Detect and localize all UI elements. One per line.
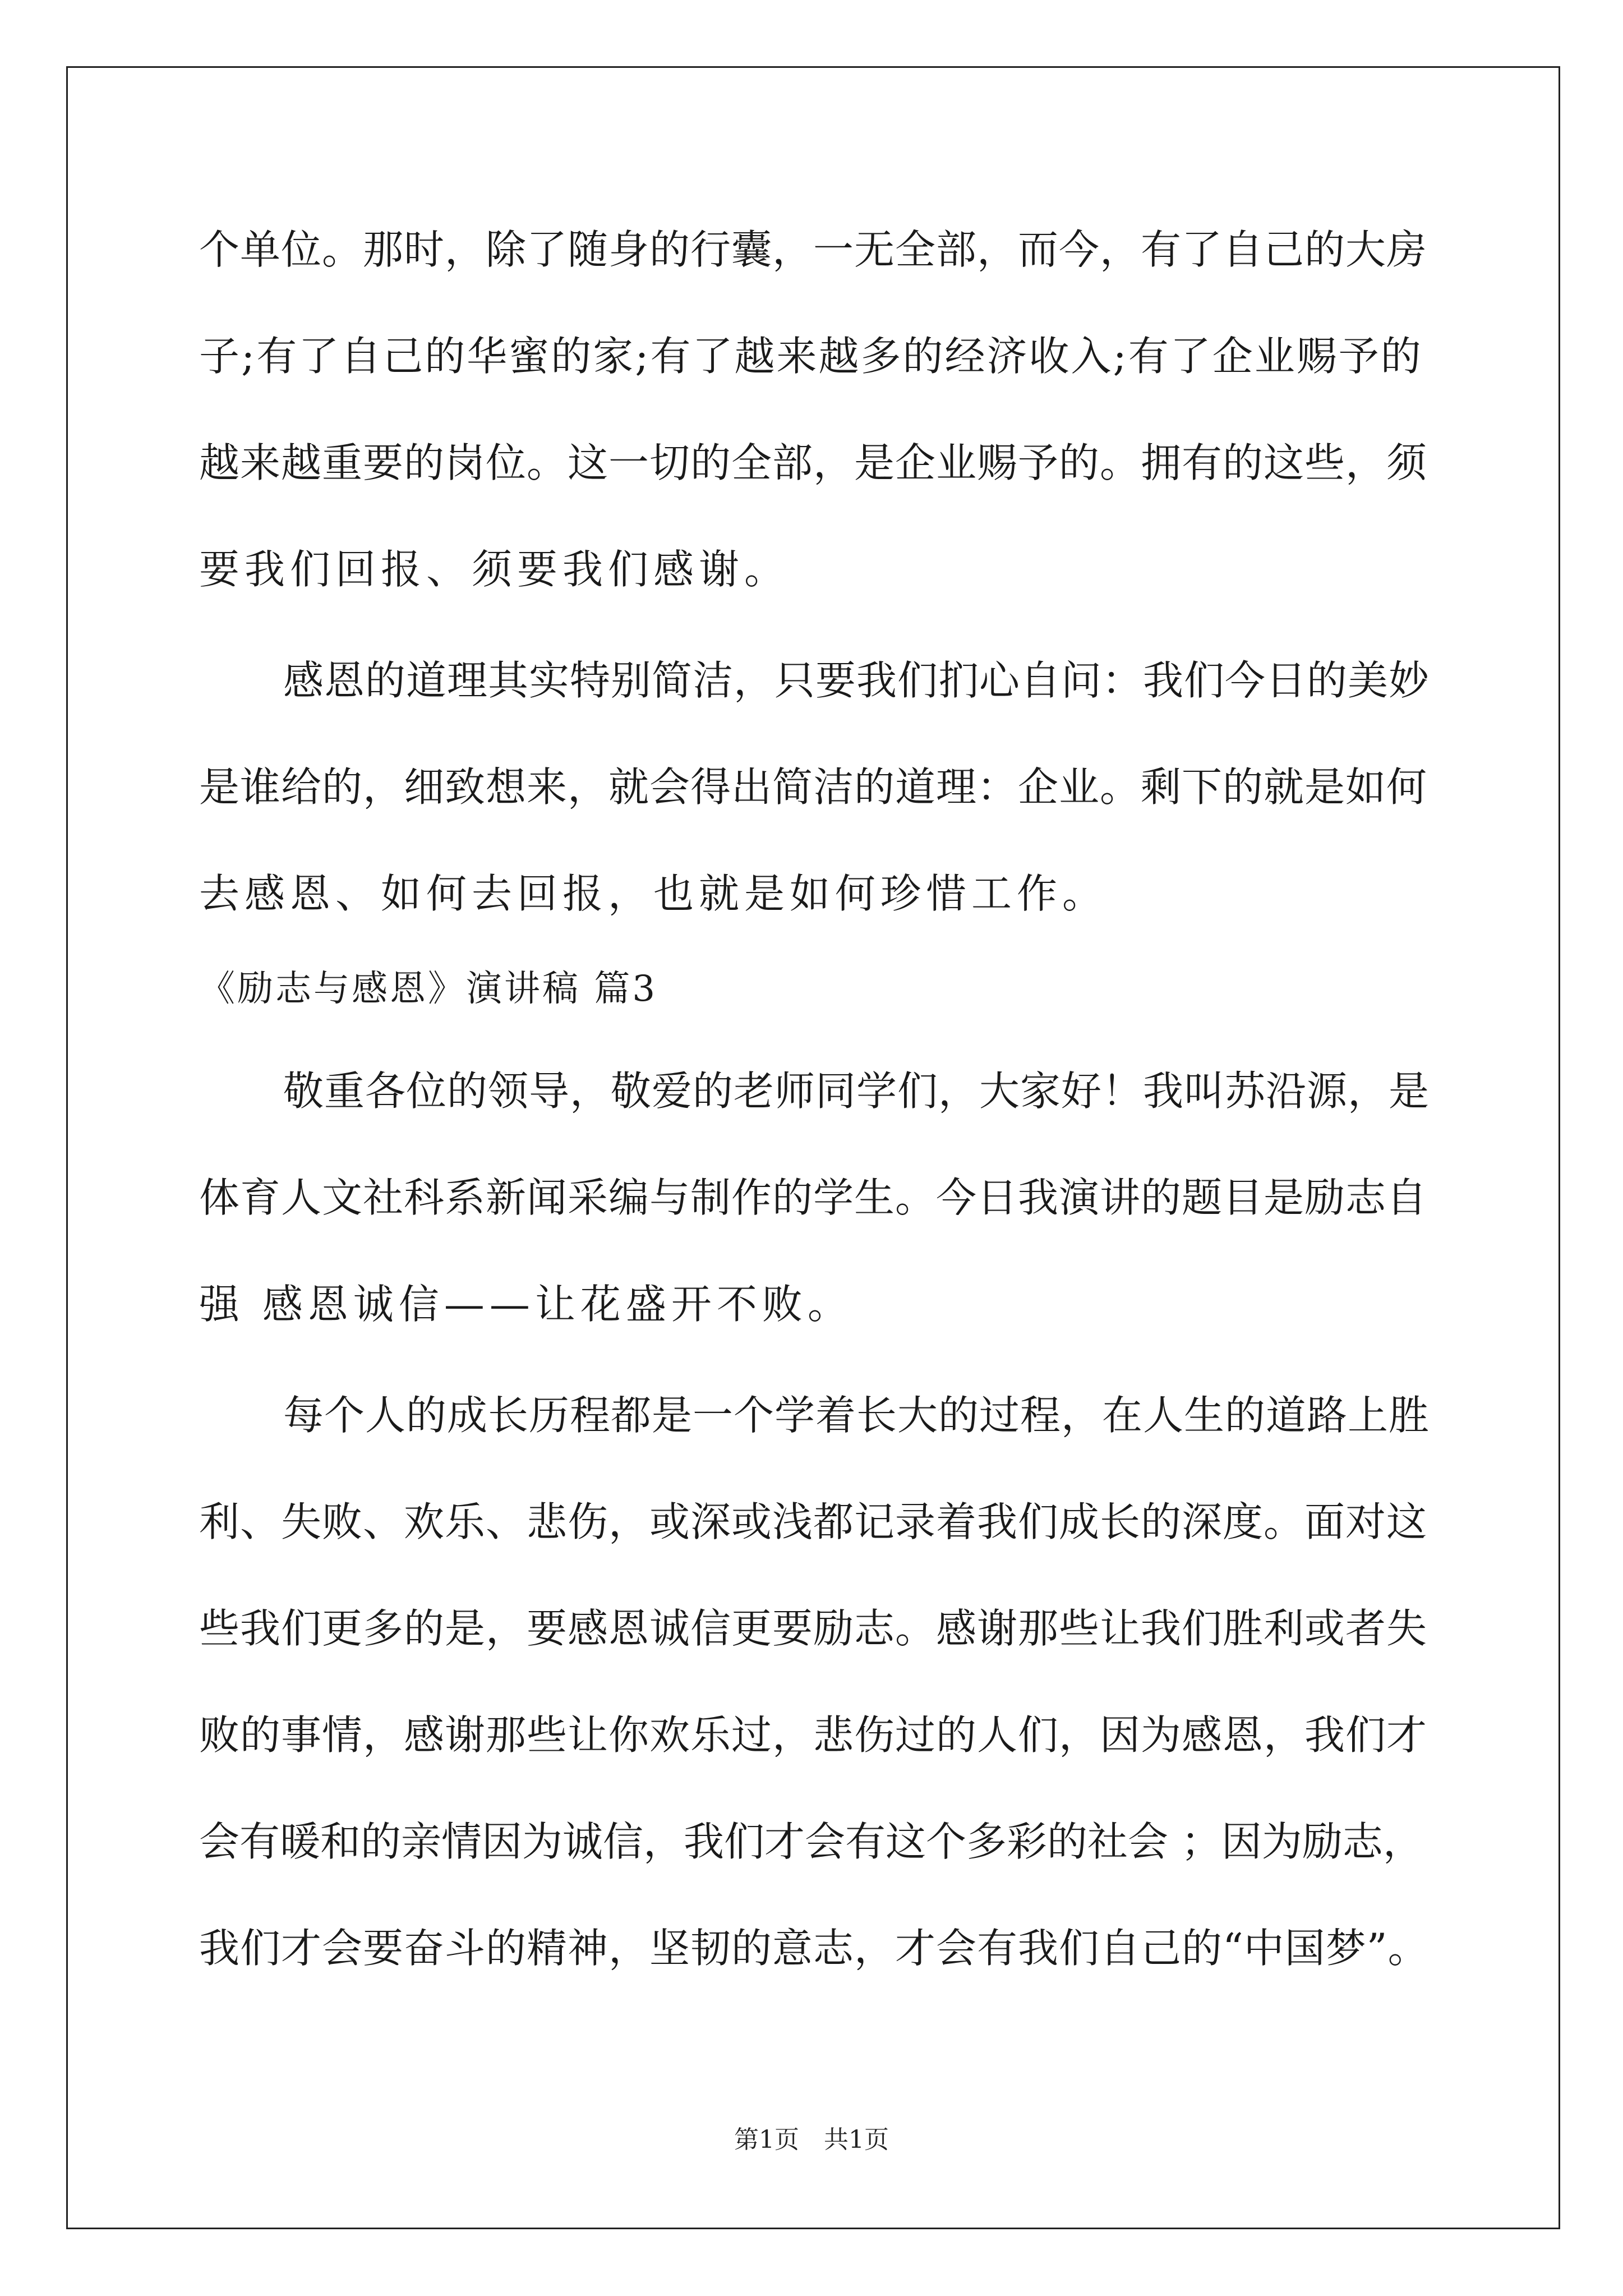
paragraph-line: 利、失败、欢乐、悲伤，或深或浅都记录着我们成长的深度。面对这 [199, 1498, 1428, 1545]
page-footer: 第1页 共1页 [734, 2125, 889, 2154]
paragraph-line: 感恩的道理其实特别简洁，只要我们扪心自问：我们今日的美妙 [283, 657, 1430, 704]
paragraph-line: 是谁给的，细致想来，就会得出简洁的道理：企业。剩下的就是如何 [199, 763, 1428, 811]
paragraph-line: 体育人文社科系新闻采编与制作的学生。今日我演讲的题目是励志自 [199, 1174, 1428, 1221]
paragraph-line: 子;有了自己的华蜜的家;有了越来越多的经济收入;有了企业赐予的 [199, 333, 1423, 380]
paragraph-line: 个单位。那时，除了随身的行囊，一无全部，而今，有了自己的大房 [199, 226, 1428, 273]
paragraph-line: 强 感恩诚信——让花盛开不败。 [199, 1281, 853, 1328]
paragraph-line: 每个人的成长历程都是一个学着长大的过程，在人生的道路上胜 [283, 1392, 1430, 1439]
paragraph-line: 些我们更多的是，要感恩诚信更要励志。感谢那些让我们胜利或者失 [199, 1605, 1428, 1652]
paragraph-line: 越来越重要的岗位。这一切的全部，是企业赐予的。拥有的这些，须 [199, 439, 1428, 486]
paragraph-line: 要我们回报、须要我们感谢。 [199, 546, 790, 593]
paragraph-line: 去感恩、如何去回报，也就是如何珍惜工作。 [199, 870, 1108, 917]
paragraph-line: 敬重各位的领导，敬爱的老师同学们，大家好！我叫苏沿源，是 [283, 1068, 1430, 1115]
paragraph-line: 我们才会要奋斗的精神，坚韧的意志，才会有我们自己的“中国梦”。 [199, 1925, 1429, 1972]
page-border [66, 66, 1560, 2229]
section-heading: 《励志与感恩》演讲稿 篇3 [199, 968, 658, 1010]
paragraph-line: 败的事情，感谢那些让你欢乐过，悲伤过的人们，因为感恩，我们才 [199, 1711, 1428, 1759]
paragraph-line: 会有暖和的亲情因为诚信，我们才会有这个多彩的社会 ；因为励志， [199, 1818, 1423, 1865]
